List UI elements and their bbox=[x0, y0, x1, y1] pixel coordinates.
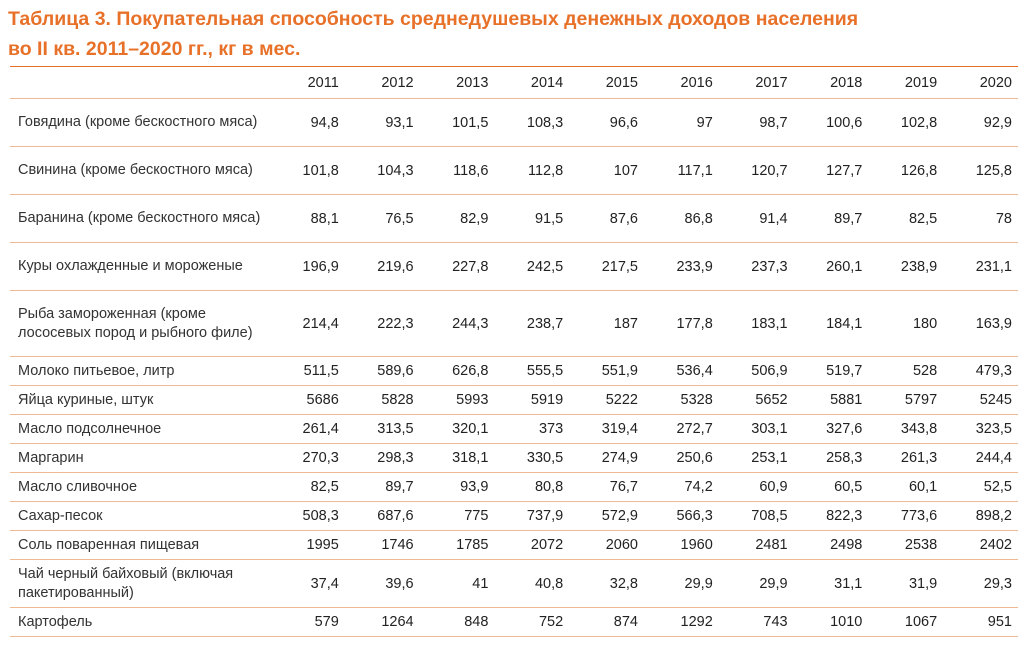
value-cell: 118,6 bbox=[453, 162, 489, 179]
product-name-cell: Сахар-песок bbox=[18, 507, 103, 524]
table-row bbox=[10, 195, 1018, 243]
value-cell: 303,1 bbox=[751, 421, 788, 437]
value-cell: 519,7 bbox=[826, 363, 863, 379]
product-name-cell: Яйца куриные, штук bbox=[18, 391, 154, 408]
value-cell: 60,5 bbox=[834, 479, 863, 495]
value-cell: 536,4 bbox=[676, 363, 713, 379]
value-cell: 822,3 bbox=[826, 508, 863, 524]
value-cell: 5245 bbox=[979, 392, 1012, 408]
value-cell: 187 bbox=[613, 315, 638, 332]
value-cell: 272,7 bbox=[676, 421, 713, 437]
value-cell: 506,9 bbox=[751, 363, 788, 379]
value-cell: 214,4 bbox=[302, 315, 339, 332]
value-cell: 180 bbox=[912, 315, 938, 332]
purchasing-power-table bbox=[10, 66, 1018, 637]
value-cell: 37,4 bbox=[310, 575, 339, 592]
value-cell: 1067 bbox=[904, 614, 938, 630]
value-cell: 270,3 bbox=[302, 450, 339, 466]
value-cell: 1746 bbox=[381, 537, 414, 553]
value-cell: 330,5 bbox=[526, 450, 564, 466]
product-name-cell: Масло подсолнечное bbox=[18, 420, 162, 437]
value-cell: 2072 bbox=[530, 537, 564, 553]
value-cell: 127,7 bbox=[826, 162, 863, 179]
value-cell: 773,6 bbox=[900, 508, 938, 524]
table-row bbox=[10, 291, 1018, 357]
table-row bbox=[10, 99, 1018, 147]
value-cell: 29,9 bbox=[684, 575, 713, 592]
header-year: 2015 bbox=[605, 74, 638, 91]
value-cell: 261,4 bbox=[302, 421, 339, 437]
value-cell: 5881 bbox=[830, 392, 863, 408]
value-cell: 1995 bbox=[306, 537, 339, 553]
product-name-cell: Свинина (кроме бескостного мяса) bbox=[18, 162, 253, 178]
value-cell: 97 bbox=[696, 114, 713, 131]
value-cell: 579 bbox=[314, 614, 339, 630]
value-cell: 82,5 bbox=[310, 479, 339, 495]
value-cell: 5222 bbox=[605, 392, 638, 408]
value-cell: 511,5 bbox=[303, 363, 339, 379]
value-cell: 89,7 bbox=[834, 210, 863, 227]
value-cell: 1010 bbox=[830, 614, 863, 630]
value-cell: 117,1 bbox=[677, 162, 713, 179]
value-cell: 89,7 bbox=[385, 479, 414, 495]
product-name-cell: Картофель bbox=[18, 613, 93, 630]
value-cell: 320,1 bbox=[452, 421, 489, 437]
value-cell: 737,9 bbox=[526, 508, 564, 524]
value-cell: 74,2 bbox=[684, 479, 713, 495]
value-cell: 219,6 bbox=[377, 258, 414, 275]
value-cell: 29,9 bbox=[759, 575, 788, 592]
value-cell: 626,8 bbox=[452, 363, 489, 379]
value-cell: 177,8 bbox=[676, 315, 713, 332]
value-cell: 323,5 bbox=[975, 421, 1012, 437]
table-row bbox=[10, 502, 1018, 531]
value-cell: 108,3 bbox=[526, 114, 564, 131]
value-cell: 5797 bbox=[904, 392, 938, 408]
value-cell: 244,4 bbox=[975, 450, 1012, 466]
header-year: 2018 bbox=[830, 74, 863, 91]
value-cell: 327,6 bbox=[826, 421, 863, 437]
value-cell: 80,8 bbox=[534, 479, 564, 495]
value-cell: 1292 bbox=[680, 614, 713, 630]
title-line-2: во II кв. 2011–2020 гг., кг в мес. bbox=[8, 38, 301, 60]
value-cell: 242,5 bbox=[526, 258, 564, 275]
value-cell: 101,8 bbox=[302, 162, 339, 179]
value-cell: 5328 bbox=[680, 392, 713, 408]
value-cell: 87,6 bbox=[609, 210, 638, 227]
value-cell: 76,7 bbox=[609, 479, 638, 495]
value-cell: 298,3 bbox=[377, 450, 414, 466]
value-cell: 32,8 bbox=[609, 575, 638, 592]
value-cell: 98,7 bbox=[759, 114, 788, 131]
header-year: 2019 bbox=[904, 74, 938, 91]
value-cell: 92,9 bbox=[983, 114, 1012, 131]
header-row bbox=[10, 67, 1018, 99]
header-year: 2014 bbox=[530, 74, 564, 91]
value-cell: 222,3 bbox=[377, 315, 414, 332]
header-year: 2011 bbox=[307, 74, 339, 91]
value-cell: 52,5 bbox=[983, 479, 1012, 495]
product-name-cell: Масло сливочное bbox=[18, 478, 138, 495]
table-row bbox=[10, 531, 1018, 560]
value-cell: 94,8 bbox=[310, 114, 339, 131]
value-cell: 261,3 bbox=[900, 450, 938, 466]
value-cell: 88,1 bbox=[310, 210, 339, 227]
value-cell: 274,9 bbox=[601, 450, 638, 466]
value-cell: 82,5 bbox=[908, 210, 938, 227]
value-cell: 5993 bbox=[456, 392, 489, 408]
value-cell: 96,6 bbox=[609, 114, 638, 131]
value-cell: 572,9 bbox=[601, 508, 638, 524]
value-cell: 29,3 bbox=[983, 575, 1012, 592]
value-cell: 126,8 bbox=[900, 162, 938, 179]
product-name-cell: Соль поваренная пищевая bbox=[18, 536, 200, 553]
value-cell: 687,6 bbox=[377, 508, 414, 524]
value-cell: 244,3 bbox=[452, 315, 489, 332]
header-cell-product bbox=[10, 67, 270, 99]
value-cell: 60,9 bbox=[759, 479, 788, 495]
table-row bbox=[10, 444, 1018, 473]
table-title bbox=[8, 4, 1008, 64]
value-cell: 708,5 bbox=[751, 508, 788, 524]
value-cell: 874 bbox=[613, 614, 638, 630]
value-cell: 102,8 bbox=[900, 114, 938, 131]
value-cell: 258,3 bbox=[826, 450, 863, 466]
value-cell: 76,5 bbox=[385, 210, 414, 227]
value-cell: 551,9 bbox=[601, 363, 638, 379]
value-cell: 555,5 bbox=[526, 363, 564, 379]
table-row bbox=[10, 386, 1018, 415]
value-cell: 1785 bbox=[456, 537, 489, 553]
product-name-cell: Молоко питьевое, литр bbox=[18, 362, 175, 379]
product-name-cell: Чай черный байховый (включая пакетированный) bbox=[18, 565, 234, 601]
value-cell: 848 bbox=[464, 614, 489, 630]
table-row bbox=[10, 357, 1018, 386]
value-cell: 5686 bbox=[306, 392, 339, 408]
value-cell: 589,6 bbox=[377, 363, 414, 379]
product-name-cell: Говядина (кроме бескостного мяса) bbox=[18, 114, 258, 130]
value-cell: 775 bbox=[464, 508, 489, 524]
table-row bbox=[10, 608, 1018, 637]
value-cell: 951 bbox=[987, 614, 1012, 630]
header-year: 2016 bbox=[680, 74, 713, 91]
product-name-cell: Куры охлажденные и мороженые bbox=[18, 258, 243, 274]
value-cell: 743 bbox=[763, 614, 788, 630]
value-cell: 508,3 bbox=[302, 508, 339, 524]
value-cell: 82,9 bbox=[460, 210, 489, 227]
value-cell: 100,6 bbox=[826, 114, 863, 131]
value-cell: 184,1 bbox=[826, 315, 863, 332]
value-cell: 93,1 bbox=[385, 114, 414, 131]
product-name-cell: Маргарин bbox=[18, 449, 84, 466]
product-name-cell: Баранина (кроме бескостного мяса) bbox=[18, 210, 261, 226]
table-row bbox=[10, 147, 1018, 195]
value-cell: 5919 bbox=[530, 392, 564, 408]
value-cell: 2498 bbox=[830, 537, 863, 553]
value-cell: 373 bbox=[538, 421, 564, 437]
value-cell: 5828 bbox=[381, 392, 414, 408]
value-cell: 237,3 bbox=[751, 258, 788, 275]
value-cell: 479,3 bbox=[975, 363, 1012, 379]
value-cell: 107 bbox=[613, 162, 638, 179]
header-year: 2013 bbox=[456, 74, 489, 91]
value-cell: 31,1 bbox=[834, 575, 863, 592]
value-cell: 1960 bbox=[680, 537, 713, 553]
value-cell: 183,1 bbox=[751, 315, 788, 332]
value-cell: 2060 bbox=[605, 537, 638, 553]
value-cell: 1264 bbox=[381, 614, 414, 630]
value-cell: 60,1 bbox=[908, 479, 938, 495]
value-cell: 238,7 bbox=[526, 315, 564, 332]
value-cell: 163,9 bbox=[975, 315, 1012, 332]
value-cell: 112,8 bbox=[527, 162, 564, 179]
value-cell: 5652 bbox=[755, 392, 788, 408]
value-cell: 238,9 bbox=[900, 258, 938, 275]
value-cell: 2402 bbox=[979, 537, 1012, 553]
value-cell: 39,6 bbox=[385, 575, 414, 592]
value-cell: 2538 bbox=[904, 537, 938, 553]
value-cell: 101,5 bbox=[452, 114, 489, 131]
value-cell: 104,3 bbox=[377, 162, 414, 179]
value-cell: 217,5 bbox=[601, 258, 638, 275]
value-cell: 93,9 bbox=[460, 479, 489, 495]
table-row bbox=[10, 415, 1018, 444]
value-cell: 40,8 bbox=[534, 575, 564, 592]
value-cell: 120,7 bbox=[751, 162, 788, 179]
value-cell: 231,1 bbox=[975, 258, 1012, 275]
value-cell: 2481 bbox=[755, 537, 788, 553]
value-cell: 250,6 bbox=[676, 450, 713, 466]
value-cell: 31,9 bbox=[908, 575, 938, 592]
value-cell: 91,5 bbox=[534, 210, 564, 227]
table-row bbox=[10, 560, 1018, 608]
value-cell: 752 bbox=[538, 614, 564, 630]
value-cell: 528 bbox=[912, 363, 938, 379]
value-cell: 227,8 bbox=[452, 258, 489, 275]
title-line-1: Таблица 3. Покупательная способность среднедушевых денежных доходов населения bbox=[8, 8, 859, 30]
table-row bbox=[10, 473, 1018, 502]
value-cell: 125,8 bbox=[975, 162, 1012, 179]
table-row bbox=[10, 243, 1018, 291]
value-cell: 566,3 bbox=[676, 508, 713, 524]
value-cell: 319,4 bbox=[601, 421, 638, 437]
value-cell: 318,1 bbox=[452, 450, 489, 466]
header-year: 2017 bbox=[755, 74, 788, 91]
value-cell: 91,4 bbox=[759, 210, 788, 227]
value-cell: 898,2 bbox=[975, 508, 1012, 524]
value-cell: 260,1 bbox=[826, 258, 863, 275]
value-cell: 41 bbox=[472, 575, 489, 592]
header-year: 2012 bbox=[381, 74, 414, 91]
value-cell: 253,1 bbox=[751, 450, 788, 466]
value-cell: 313,5 bbox=[377, 421, 414, 437]
value-cell: 78 bbox=[995, 210, 1012, 227]
value-cell: 86,8 bbox=[684, 210, 713, 227]
header-year: 2020 bbox=[979, 74, 1012, 91]
value-cell: 196,9 bbox=[302, 258, 339, 275]
product-name-cell: Рыба замороженная (кроме лососевых пород и рыбного филе) bbox=[18, 305, 253, 341]
value-cell: 233,9 bbox=[676, 258, 713, 275]
value-cell: 343,8 bbox=[900, 421, 938, 437]
